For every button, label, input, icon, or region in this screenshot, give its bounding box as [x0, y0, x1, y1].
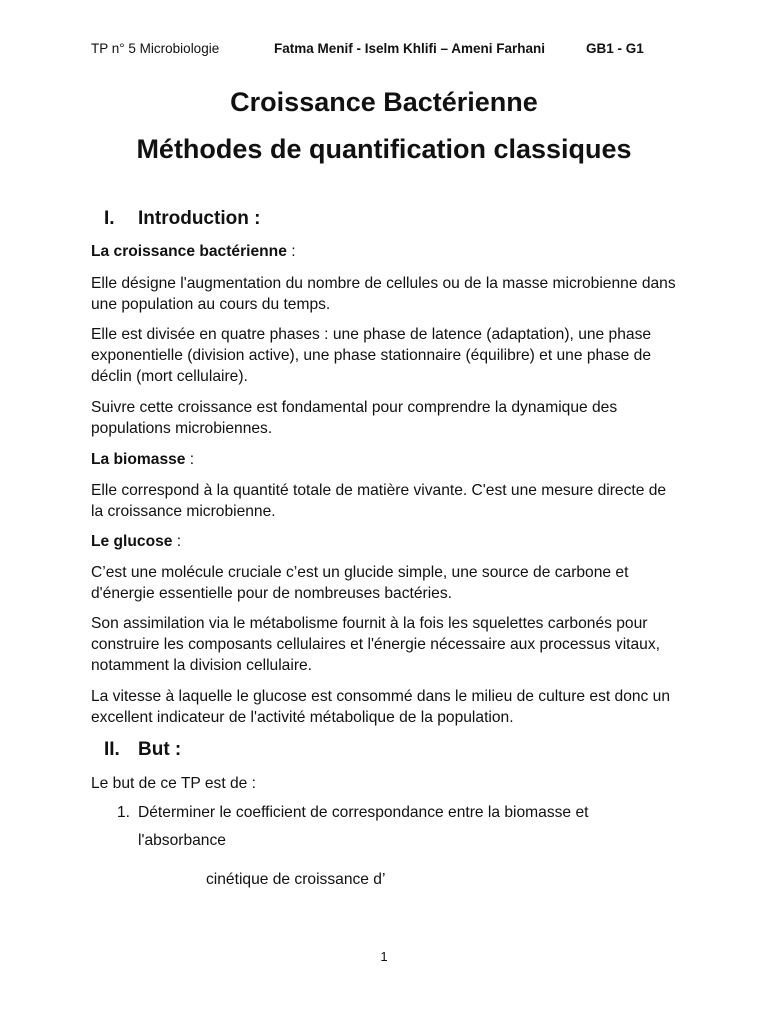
header-authors: Fatma Menif - Iselm Khlifi – Ameni Farhani: [274, 41, 546, 56]
term-biomasse: [91, 449, 681, 470]
page-number: 1: [380, 949, 388, 964]
header-course: TP n° 5 Microbiologie: [91, 41, 220, 56]
section-heading-but: [104, 738, 181, 762]
text-fragment: cinétique de croissance d’: [206, 871, 386, 888]
term-label: La biomasse: [91, 451, 186, 468]
section-number: I.: [104, 208, 115, 229]
term-croissance: [91, 241, 681, 262]
list-item-continuation: l'absorbance: [138, 832, 226, 849]
intro-paragraph-6: Son assimilation via le métabolisme fournit à la fois les squelettes carbonés pour construire les composants cellulaires et l'énergie nécessaire aux processus vitaux, notamment la division cellulaire.: [91, 615, 660, 674]
but-lead: Le but de ce TP est de :: [91, 775, 257, 792]
section-title: But :: [138, 739, 182, 760]
term-separator: :: [185, 451, 195, 468]
list-item-text: Déterminer le coefficient de correspondance entre la biomasse et: [138, 804, 589, 821]
document-subtitle: Méthodes de quantification classiques: [136, 134, 632, 164]
intro-paragraph-5: C’est une molécule cruciale c’est un glucide simple, une source de carbone et d'énergie essentielle pour de nombreuses bactéries.: [91, 564, 629, 602]
intro-paragraph-2: Elle est divisée en quatre phases : une phase de latence (adaptation), une phase exponentielle (division active), une phase stationnaire (équilibre) et une phase de déclin (mort cellulaire).: [91, 326, 652, 385]
term-separator: :: [286, 243, 296, 260]
header-group: GB1 - G1: [586, 41, 644, 56]
section-heading-introduction: [104, 207, 260, 231]
intro-paragraph-3: Suivre cette croissance est fondamental pour comprendre la dynamique des populations microbiennes.: [91, 399, 618, 437]
intro-paragraph-1: Elle désigne l'augmentation du nombre de cellules ou de la masse microbienne dans une population au cours du temps.: [91, 275, 676, 313]
term-glucose: [91, 531, 681, 552]
term-label: Le glucose: [91, 533, 173, 550]
document-title: Croissance Bactérienne: [230, 87, 538, 117]
list-item: [117, 799, 677, 855]
section-title: Introduction :: [138, 208, 261, 229]
list-marker: 1.: [117, 804, 131, 821]
term-separator: :: [172, 533, 182, 550]
intro-paragraph-7: La vitesse à laquelle le glucose est consommé dans le milieu de culture est donc un excellent indicateur de l'activité métabolique de la population.: [91, 688, 671, 726]
section-number: II.: [104, 739, 120, 760]
intro-paragraph-4: Elle correspond à la quantité totale de matière vivante. C'est une mesure directe de la croissance microbienne.: [91, 482, 667, 520]
term-label: La croissance bactérienne: [91, 243, 287, 260]
